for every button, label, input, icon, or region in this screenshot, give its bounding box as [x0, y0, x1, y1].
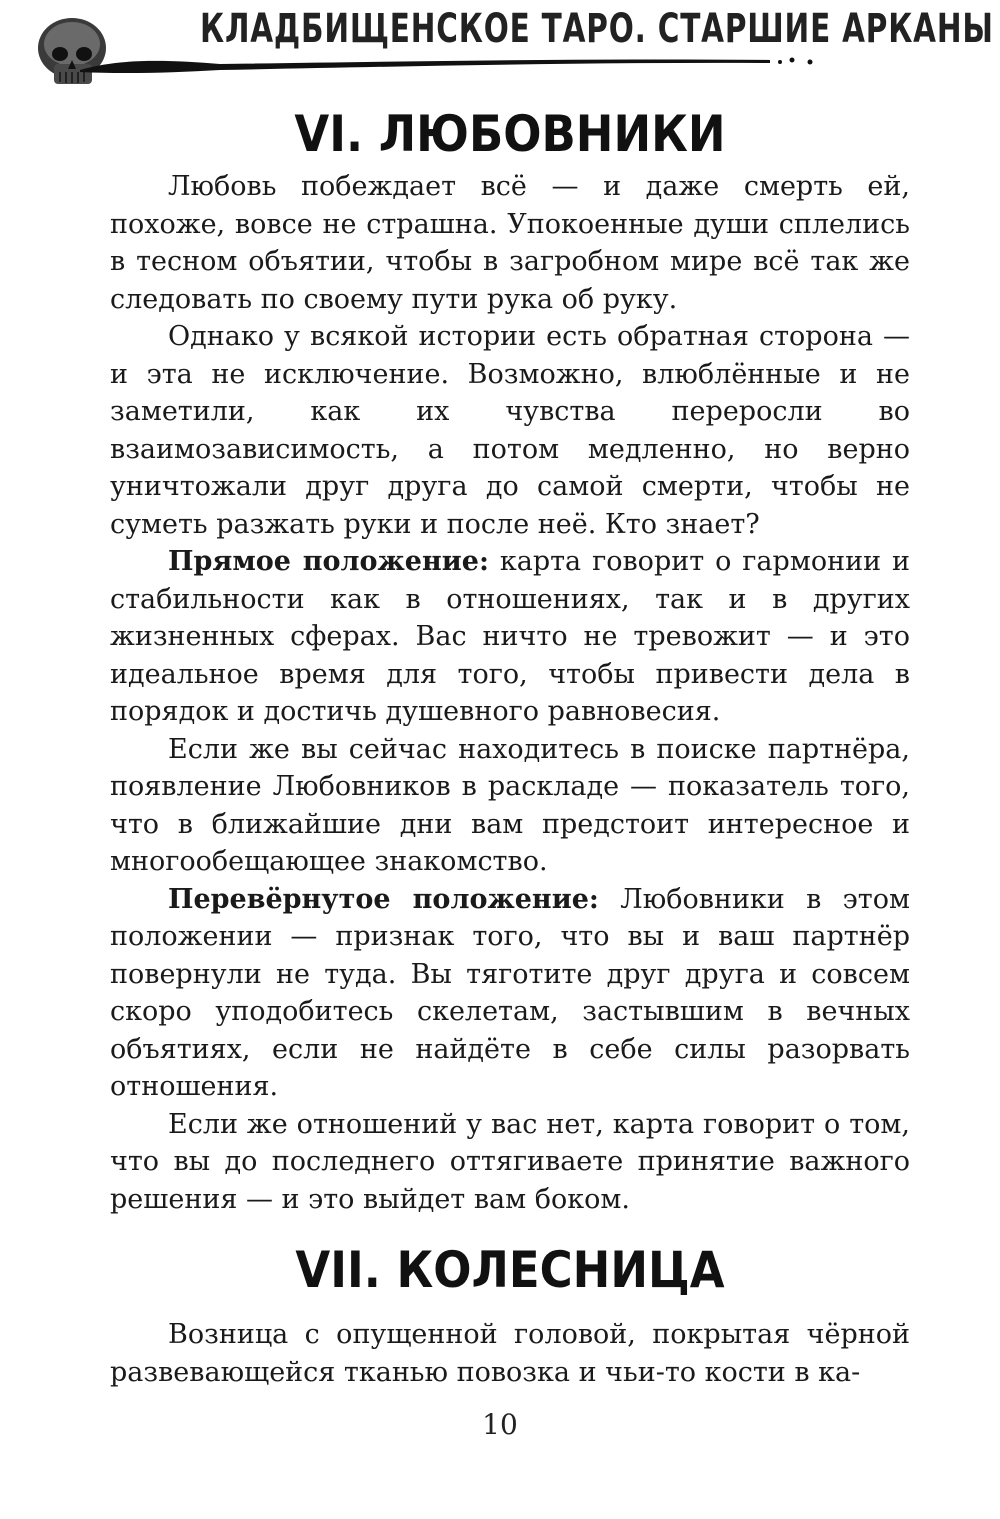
- paragraph: Возница с опущенной головой, покрытая чёрной развевающейся тканью повозка и чьи-то кости в ка-: [110, 1319, 910, 1388]
- running-head: КЛАДБИЩЕНСКОЕ ТАРО. СТАРШИЕ АРКАНЫ: [200, 6, 994, 52]
- paragraph-reversed: Перевёрнутое положение: Любовники в этом положении — признак того, что вы и ваш партнёр повернули не туда. Вы тяготите друг друга и совсем скоро уподобитесь скелетам, застывшим в вечных объятиях, если не найдёте в себе силы разорвать отношения.: [110, 883, 910, 1102]
- label-reversed: Перевёрнутое положение:: [168, 883, 599, 915]
- paragraph: Если же вы сейчас находитесь в поиске партнёра, появление Любовников в раскладе — показатель того, что в ближайшие дни вам предстоит интересное и многообещающее знакомство.: [110, 733, 910, 877]
- paragraph: Любовь побеждает всё — и даже смерть ей, похоже, вовсе не страшна. Упокоенные души сплелись в тесном объятии, чтобы в загробном мире всё так же следовать по своему пути рука об руку.: [110, 171, 910, 315]
- section-title-lovers: VI. ЛЮБОВНИКИ: [294, 105, 726, 163]
- page-number: 10: [482, 1408, 518, 1441]
- brush-stroke-icon: [80, 40, 820, 76]
- label-upright: Прямое положение:: [168, 546, 489, 577]
- paragraph: Однако у всякой истории есть обратная сторона — и эта не исключение. Возможно, влюблённые и не заметили, как их чувства переросли во взаимозависимость, а потом медленно, но верно уничтожали друг друга до самой смерти, чтобы не суметь разжать руки и после неё. Кто знает?: [110, 321, 910, 540]
- running-header: [0, 0, 1000, 100]
- paragraph-upright: Прямое положение: карта говорит о гармонии и стабильности как в отношениях, так и в других жизненных сферах. Вас ничто не тревожит — и это идеальное время для того, чтобы привести дела в порядок и достичь душевного равновесия.: [110, 546, 910, 727]
- section-title-chariot: VII. КОЛЕСНИЦА: [295, 1241, 725, 1299]
- page-body: [110, 92, 910, 1391]
- paragraph: Если же отношений у вас нет, карта говорит о том, что вы до последнего оттягиваете принятие важного решения — и это выйдет вам боком.: [110, 1108, 910, 1215]
